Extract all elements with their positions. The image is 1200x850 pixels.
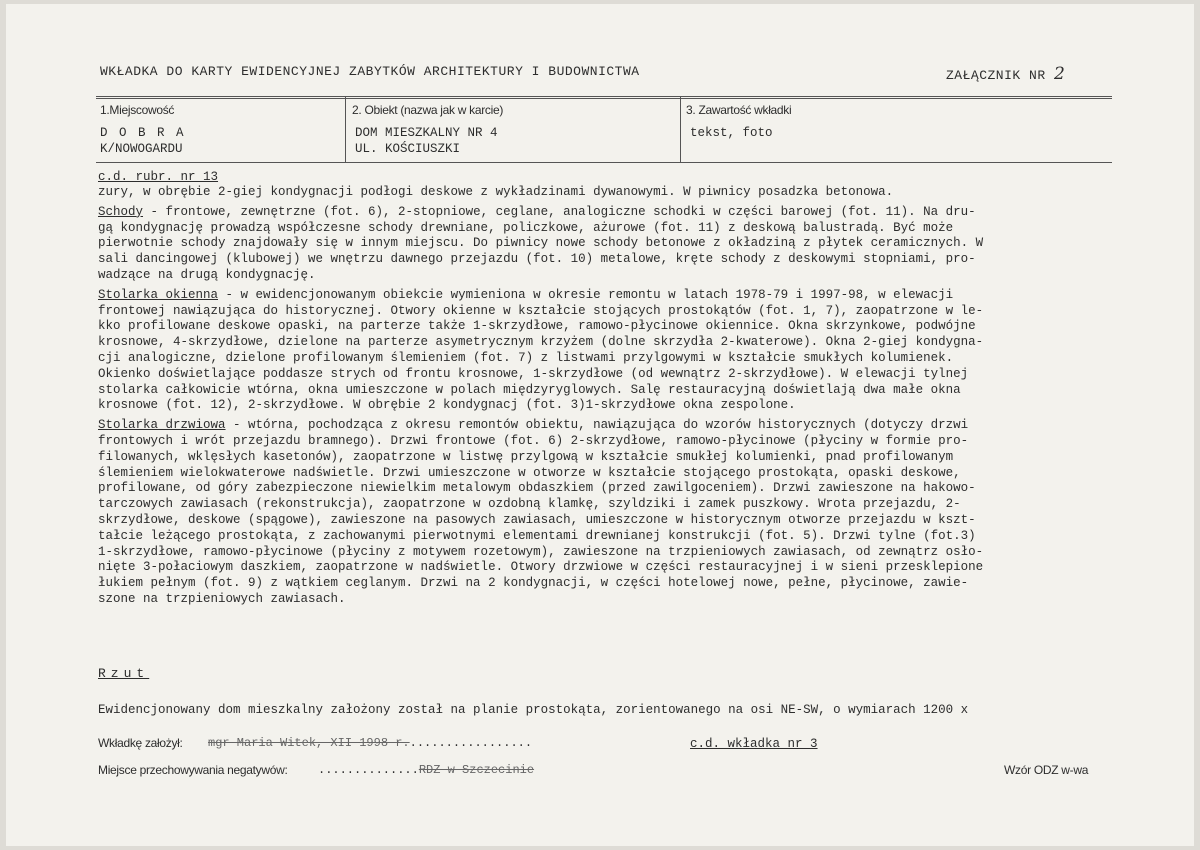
text-line <box>98 236 1118 252</box>
storage-dots: .............. <box>318 763 419 777</box>
section-heading: Stolarka drzwiowa <box>98 418 226 433</box>
annex-label-text: ZAŁĄCZNIK NR <box>946 68 1046 83</box>
section-heading: Schody <box>98 204 144 219</box>
author-dots: ................. <box>409 736 533 750</box>
text-line <box>98 252 1118 268</box>
line-text: sali dancingowej (klubowej) we wnętrzu dawnego przejazdu (fot. 10) metalowe, kręte schody z deskowymi stopniami, pro- <box>98 252 976 267</box>
text-line <box>98 481 1118 497</box>
line-text: - frontowe, zewnętrzne (fot. 6), 2-stopniowe, ceglane, analogiczne schodki w części barowej (fot. 11). Na dru- <box>143 204 976 219</box>
rzut-heading: Rzut <box>98 666 150 681</box>
rzut-text: Ewidencjonowany dom mieszkalny założony został na planie prostokąta, zorientowanego na osi NE-SW, o wymiarach 1200 x <box>98 703 969 717</box>
annex-label <box>946 64 1065 84</box>
storage-value <box>318 763 534 777</box>
line-text: krosnowe (fot. 12), 2-skrzydłowe. W obrębie 2 kondygnacj (fot. 3)1-skrzydłowe okna zespolone. <box>98 398 796 413</box>
line-text: filowanych, wklęsłych kasetonów), zaopatrzone w listwę przylgową w kształcie smukłej kolumienki, pnad profilowanym <box>98 449 954 464</box>
line-text: łukiem pełnym (fot. 9) z wątkiem ceglanym. Drzwi na 2 kondygnacji, w części hotelowej nowe, pełne, płycinowe, zawie- <box>98 576 969 591</box>
text-line <box>98 513 1118 529</box>
text-line <box>98 545 1118 561</box>
line-text: 1-skrzydłowe, ramowo-płycinowe (płyciny z motywem rozetowym), zawieszone na trzpieniowych zawiasach, od zewnątrz osło- <box>98 544 984 559</box>
line-text: skrzydłowe, deskowe (spągowe), zawieszone na pasowych zawiasach, umieszczone w historycznym otworze przejazdu w kszt- <box>98 512 976 527</box>
storage-place: RDZ w Szczecinie <box>418 763 535 777</box>
line-text: pierwotnie schody znajdowały się w innym miejscu. Do piwnicy nowe schody betonowe z okładziną z płytek ceramicznych. W <box>98 236 984 251</box>
text-line <box>98 304 1118 320</box>
text-line <box>98 319 1118 335</box>
text-line <box>98 434 1118 450</box>
object-value-1: DOM MIESZKALNY NR 4 <box>355 126 498 140</box>
table-divider-2 <box>680 97 681 163</box>
text-line <box>98 185 1118 201</box>
place-value-1: D O B R A <box>100 126 186 140</box>
storage-label: Miejsce przechowywania negatywów: <box>98 763 288 777</box>
place-value-2: K/NOWOGARDU <box>100 142 183 156</box>
line-text: tarczowych zawiasach (rekonstrukcja), zaopatrzone w ozdobną klamkę, szyldziki i zamek puszkowy. Wrota przejazdu, 2- <box>98 497 961 512</box>
line-text: wadzące na drugą kondygnację. <box>98 267 316 282</box>
text-line <box>98 497 1118 513</box>
line-text: cji analogiczne, dzielone profilowanym ślemieniem (fot. 7) z listwami przylgowymi w kształcie smukłych kolumienek. <box>98 350 954 365</box>
text-line <box>98 450 1118 466</box>
line-text: zury, w obrębie 2-giej kondygnacji podłogi deskowe z wykładzinami dywanowymi. W piwnicy posadzka betonowa. <box>98 185 894 199</box>
text-line <box>98 268 1118 284</box>
text-line <box>98 529 1118 545</box>
table-top-rule-2 <box>96 98 1112 99</box>
line-text: stolarka całkowicie wtórna, okna umieszczone w polach międzyryglowych. Salę restauracyjną doświetlają dwa małe okna <box>98 382 961 397</box>
rubric-continuation: c.d. rubr. nr 13 <box>98 170 219 184</box>
text-line <box>98 466 1118 482</box>
table-bottom-rule <box>96 162 1112 163</box>
line-text: frontowej nawiązująca do historycznej. Otwory okienne w kształcie stojących prostokątów (fot. 1, 7), zaopatrzone w le- <box>98 303 984 318</box>
text-line <box>98 288 1118 304</box>
line-text: Okienko doświetlające poddasze strych od frontu krosnowe, 1-skrzydłowe (od wewnątrz 2-skrzydłowe). W elewacji tylnej <box>98 366 969 381</box>
section-heading: Stolarka okienna <box>98 287 219 302</box>
line-text: gą kondygnację prowadzą współczesne schody drewniane, policzkowe, ażurowe (fot. 11) z deskową balustradą. Być może <box>98 220 954 235</box>
text-line <box>98 418 1118 434</box>
author-value <box>208 736 532 750</box>
continuation-note: c.d. wkładka nr 3 <box>690 737 818 751</box>
text-line <box>98 576 1118 592</box>
author-name: mgr Maria Witek, XII 1998 r. <box>208 736 410 750</box>
contents-value: tekst, foto <box>690 126 773 140</box>
line-text: nięte 3-połaciowym daszkiem, zaopatrzone w nadświetle. Otwory drzwiowe w części restauracyjnej i w sieni przesklepione <box>98 560 984 575</box>
line-text: kko profilowane deskowe opaski, na parterze także 1-skrzydłowe, ramowo-płycinowe okiennice. Okna skrzynkowe, podwójne <box>98 319 976 334</box>
line-text: profilowane, od góry zabezpieczone niewielkim metalowym obdaszkiem (przed zawilgoceniem). Drzwi zawieszone na hakowo- <box>98 481 976 496</box>
place-label: 1.Miejscowość <box>100 103 175 117</box>
annex-number: 2 <box>1053 64 1066 84</box>
object-label: 2. Obiekt (nazwa jak w karcie) <box>352 103 504 117</box>
line-text: - wtórna, pochodząca z okresu remontów obiektu, nawiązująca do wzorów historycznych (dotyczy drzwi <box>225 418 969 433</box>
text-line <box>98 383 1118 399</box>
line-text: krosnowe, 4-skrzydłowe, dzielone na parterze asymetrycznym krzyżem (dolne skrzydła 2-kwaterowe). Okna 2-giej kondygna- <box>98 335 984 350</box>
object-value-2: UL. KOŚCIUSZKI <box>355 142 461 156</box>
table-divider-1 <box>345 97 346 163</box>
form-mark: Wzór ODZ w-wa <box>1004 763 1089 777</box>
contents-label: 3. Zawartość wkładki <box>686 103 792 117</box>
document-title: WKŁADKA DO KARTY EWIDENCYJNEJ ZABYTKÓW ARCHITEKTURY I BUDOWNICTWA <box>100 64 640 79</box>
text-line <box>98 398 1118 414</box>
description-body <box>98 185 1118 608</box>
line-text: tałcie leżącego prostokąta, z zachowanymi pierwotnymi elementami drewnianej konstrukcji (fot. 5). Drzwi tylne (fot.3) <box>98 528 976 543</box>
line-text: - w ewidencjonowanym obiekcie wymieniona w okresie remontu w latach 1978-79 i 1997-98, w elewacji <box>218 287 954 302</box>
line-text: frontowych i wrót przejazdu bramnego). Drzwi frontowe (fot. 6) 2-skrzydłowe, ramowo-płycinowe (płyciny w formie pro- <box>98 433 969 448</box>
text-line <box>98 592 1118 608</box>
text-line <box>98 205 1118 221</box>
text-line <box>98 351 1118 367</box>
author-label: Wkładkę założył: <box>98 736 183 750</box>
table-top-rule <box>96 96 1112 97</box>
line-text: ślemieniem wielokwaterowe nadświetle. Drzwi umieszczone w otworze w kształcie stojącego prostokąta, opaski deskowe, <box>98 465 961 480</box>
text-line <box>98 367 1118 383</box>
text-line <box>98 335 1118 351</box>
text-line <box>98 560 1118 576</box>
line-text: szone na trzpieniowych zawiasach. <box>98 591 346 606</box>
text-line <box>98 221 1118 237</box>
